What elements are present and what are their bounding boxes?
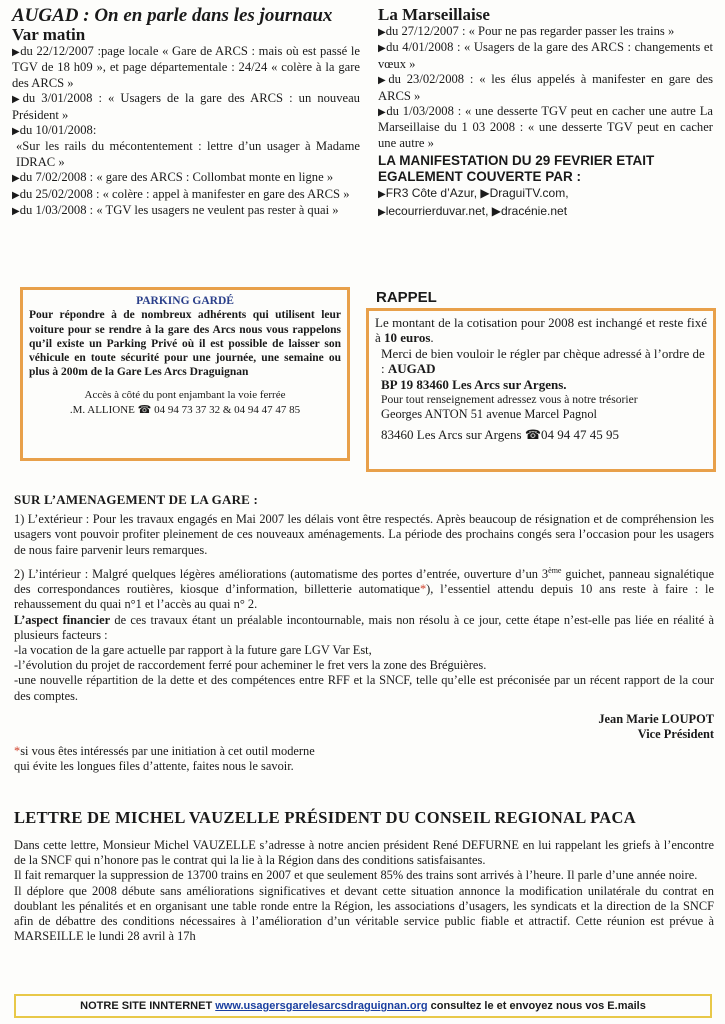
arrow-icon: ▶ [378, 207, 386, 219]
signature-role: Vice Président [637, 726, 714, 741]
arrow-icon: ▶ [12, 173, 20, 185]
rappel-bp: BP 19 83460 Les Arcs sur Argens. [381, 376, 567, 392]
rappel-tresorier: Georges ANTON 51 avenue Marcel Pagnol [381, 407, 597, 422]
list-item: ▶du 25/02/2008 : « colère : appel à manifester en gare des ARCS » [12, 186, 350, 201]
paragraph: Il déplore que 2008 débute sans améliorations significatives et devant cette situation annonce la modification unilatérale du contrat en doublant les pénalités et en organisant une table ronde entre la Région, les associations d’usagers, les syndicats et la direction de la SNCF afin de débattre des conditions nécessaires à l’amélioration d’un véritable service public fiable et attractif. Cette réunion est prévue à MARSEILLE le lundi 28 avril à 17h [14, 883, 714, 944]
manifestation-title: LA MANIFESTATION DU 29 FEVRIER ETAIT EGALEMENT COUVERTE PAR : [378, 153, 655, 185]
bullet-item: -la vocation de la gare actuelle par rapport à la future gare LGV Var Est, [14, 642, 372, 657]
parking-box [20, 287, 350, 461]
paragraph: Dans cette lettre, Monsieur Michel VAUZELLE s’adresse à notre ancien président René DEFURNE en lui rappelant les griefs à l’encontre de la SNCF qui n’honore pas le contrat qui la lie à la Région dans des conditions satisfaisantes. [14, 838, 714, 868]
arrow-icon: ▶ [12, 206, 20, 218]
arrow-icon: ▶ [378, 75, 389, 87]
list-item: ▶du 1/03/2008 : « une desserte TGV peut en cacher une autre La Marseillaise du 1 03 2008 : « une desserte TGV peut en cacher une autre » [378, 104, 713, 150]
bullet-item: -l’évolution du projet de raccordement ferré pour acheminer le fret vers la zone des Bréguières. [14, 658, 487, 673]
website-link[interactable]: www.usagersgarelesarcsdraguignan.org [215, 1000, 428, 1012]
parking-contact: .M. ALLIONE ☎ 04 94 73 37 32 & 04 94 47 47 85 [69, 403, 301, 416]
rappel-info: Pour tout renseignement adressez vous à notre trésorier [381, 393, 638, 407]
arrow-icon: ▶ [12, 94, 23, 106]
parking-footer [29, 388, 341, 418]
lettre-title: LETTRE DE MICHEL VAUZELLE PRÉSIDENT DU CONSEIL REGIONAL PACA [14, 808, 636, 827]
arrow-icon: ▶ [378, 189, 386, 201]
arrow-icon: ▶ [378, 27, 386, 38]
list-item: «Sur les rails du mécontentement : lettre d’un usager à Madame IDRAC » [16, 139, 360, 169]
footer-cta: consultez le et envoyez nous vos E.mails [427, 1000, 646, 1012]
bullet-item: -une nouvelle répartition de la dette et des compétences entre RFF et la SNCF, telle qu’elle est préconisée par un récent rapport de la cour des comptes. [14, 673, 714, 703]
arrow-icon: ▶ [12, 47, 21, 58]
list-item: ▶du 22/12/2007 :page locale « Gare de ARCS : mais où est passé le TGV de 18 h09 », et page départementale : 24/24 « colère à la gare des ARCS » [12, 44, 360, 90]
list-item: ▶du 7/02/2008 : « gare des ARCS : Collombat monte en ligne » [12, 170, 334, 185]
arrow-icon: ▶ [12, 126, 20, 138]
arrow-icon: ▶ [378, 107, 387, 119]
media-list [378, 185, 713, 221]
media-line: ▶FR3 Côte d’Azur, ▶DraguiTV.com, [378, 186, 569, 201]
rappel-line-1: Le montant de la cotisation pour 2008 est inchangé et reste fixé à 10 euros. [375, 315, 707, 346]
list-item: ▶du 27/12/2007 : « Pour ne pas regarder passer les trains » [378, 24, 675, 38]
rappel-ville: 83460 Les Arcs sur Argens ☎04 94 47 45 95 [381, 426, 620, 442]
parking-body: Pour répondre à de nombreux adhérents qui utilisent leur voiture pour se rendre à la gare des Arcs nous vous rappelons qu’il existe un Parking Privé où il est possible de laisser son véhicule en toute sécurité pour une journée, une semaine ou plus à 200m de la Gare Les Arcs Draguignan [29, 309, 341, 379]
list-item: ▶du 10/01/2008: [12, 123, 97, 138]
media-line: ▶lecourrierduvar.net, ▶dracénie.net [378, 204, 568, 219]
parking-access: Accès à côté du pont enjambant la voie ferrée [84, 388, 286, 401]
list-item: ▶du 23/02/2008 : « les élus appelés à manifester en gare des ARCS » [378, 72, 713, 103]
amenagement-section [14, 492, 714, 775]
arrow-icon: ▶ [12, 189, 20, 201]
press-column-left [12, 6, 360, 219]
rappel-line-2: Merci de bien vouloir le régler par chèque adressé à l’ordre de : AUGAD [381, 345, 705, 377]
arrow-icon: ▶ [378, 43, 387, 55]
footnote: *si vous êtes intéressés par une initiation à cet outil moderne [14, 744, 315, 759]
press-column-right [378, 6, 713, 221]
site-footer [14, 994, 712, 1018]
signature-name: Jean Marie LOUPOT [598, 711, 714, 726]
parking-title: PARKING GARDÉ [136, 295, 234, 307]
newspaper-var-matin: Var matin [12, 25, 86, 44]
paragraph: Il fait remarquer la suppression de 13700 trains en 2007 et que seulement 85% des trains sont arrivés à l’heure. Il parle d’une année noire. [14, 868, 698, 883]
section-title: SUR L’AMENAGEMENT DE LA GARE : [14, 492, 259, 507]
marseillaise-list [378, 24, 713, 151]
lettre-section [14, 838, 714, 944]
list-item: ▶du 4/01/2008 : « Usagers de la gare des ARCS : changements et vœux » [378, 40, 713, 71]
page-header: AUGAD : On en parle dans les journaux [12, 5, 333, 26]
paragraph-exterieur: 1) L’extérieur : Pour les travaux engagés en Mai 2007 les délais vont être respectés. Après beaucoup de résignation et de compréhension les usagers vont pouvoir profiter pleinement de ces nouveaux aménagements. La période des prochains congés sera l’occasion pour les usagers de nous faire parvenir leurs remarques. [14, 512, 714, 557]
var-matin-list [12, 44, 360, 219]
paragraph-financier: L’aspect financier de ces travaux étant un préalable incontournable, mais non résolu à ce jour, cette étape n’est-elle pas liée en réalité à plusieurs facteurs : [14, 612, 715, 642]
paragraph-interieur: 2) L’intérieur : Malgré quelques légères améliorations (automatisme des portes d’entrée, ouverture d’un 3ème guichet, panneau signalétique des correspondances routières, kiosque d’information, billetterie automatique*), l’essentiel attendu depuis 10 ans reste à faire : le rehaussement du quai n°1 et l’accès au quai n° 2. [14, 565, 715, 612]
footnote: qui évite les longues files d’attente, faites nous le savoir. [14, 759, 294, 774]
rappel-title: RAPPEL [376, 289, 437, 306]
list-item: ▶du 1/03/2008 : « TGV les usagers ne veulent pas rester à quai » [12, 203, 339, 218]
newspaper-la-marseillaise: La Marseillaise [378, 5, 490, 24]
list-item: ▶du 3/01/2008 : « Usagers de la gare des ARCS : un nouveau Président » [12, 91, 360, 122]
footer-label: NOTRE SITE INNTERNET [80, 1000, 216, 1012]
rappel-box [366, 308, 716, 472]
